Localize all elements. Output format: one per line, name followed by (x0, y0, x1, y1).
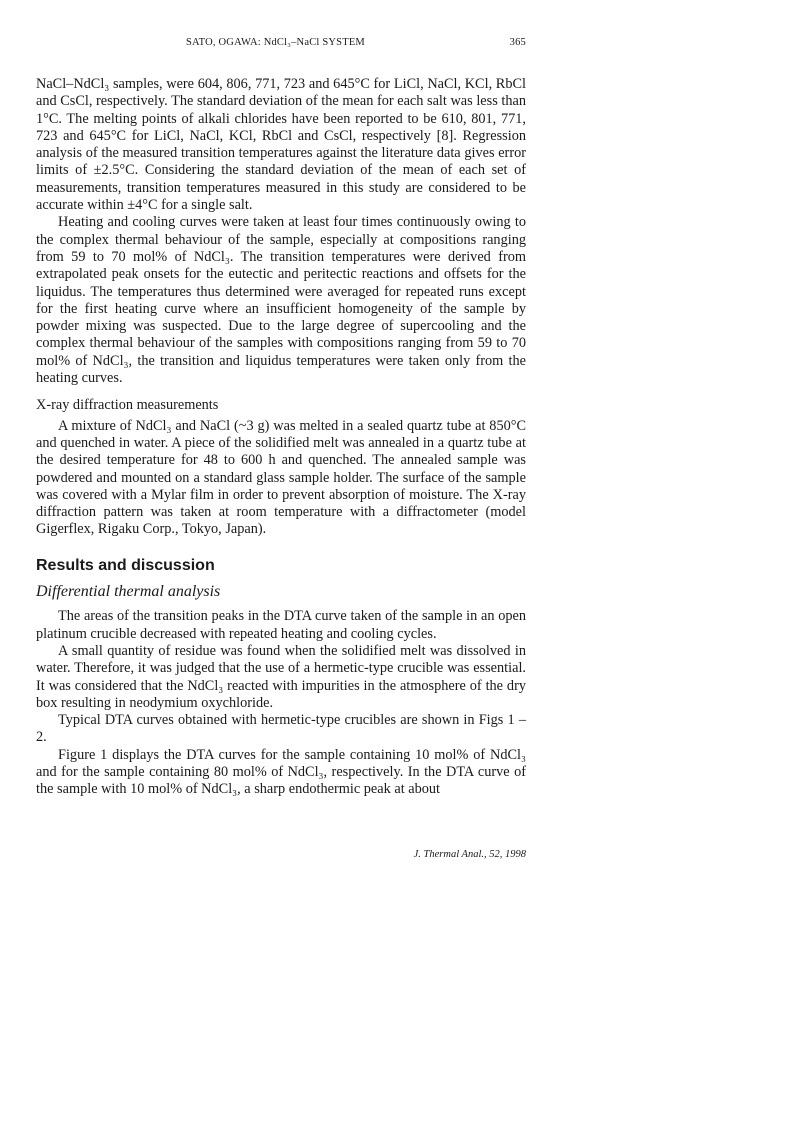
running-title: SATO, OGAWA: NdCl₃–NaCl SYSTEM (186, 37, 365, 48)
page-number: 365 (509, 37, 526, 48)
paragraph-residue: A small quantity of residue was found when the solidified melt was dissolved in water. Therefore, it was judged that the use of a hermetic-type crucible was essential. It was considered that the NdCl₃ reacted with impurities in the atmosphere of the dry box resulting in neodymium oxychloride. (36, 642, 526, 711)
paragraph-calibration: NaCl–NdCl₃ samples, were 604, 806, 771, 723 and 645°C for LiCl, NaCl, KCl, RbCl and CsCl, respectively. The standard deviation of the mean for each salt was less than 1°C. The melting points of alkali chlorides have been reported to be 610, 801, 771, 723 and 645°C for LiCl, NaCl, KCl, RbCl and CsCl, respectively [8]. Regression analysis of the measured transition temperatures against the literature data gives error limits of ±2.5°C. Considering the standard deviation of the mean of each set of measurements, transition temperatures measured in this study are considered to be accurate within ±4°C for a single salt. (36, 76, 526, 214)
paragraph-xray: A mixture of NdCl₃ and NaCl (~3 g) was melted in a sealed quartz tube at 850°C and quenched in water. A piece of the solidified melt was annealed in a quartz tube at the desired temperature for 48 to 600 h and quenched. The annealed sample was powdered and mounted on a standard glass sample holder. The surface of the sample was covered with a Mylar film in order to prevent absorption of moisture. The X-ray diffraction pattern was taken at room temperature with a diffractometer (model Gigerflex, Rigaku Corp., Tokyo, Japan). (36, 417, 526, 538)
paragraph-heating-cooling: Heating and cooling curves were taken at least four times continuously owing to the complex thermal behaviour of the sample, especially at compositions ranging from 59 to 70 mol% of NdCl₃. The transition temperatures were derived from extrapolated peak onsets for the eutectic and peritectic reactions and offsets for the liquidus. The temperatures thus determined were averaged for repeated runs except for the first heating curve where an insufficient homogeneity of the sample by powder mixing was suspected. Due to the large degree of supercooling and the complex thermal behaviour of the samples with compositions ranging from 59 to 70 mol% of NdCl₃, the transition and liquidus temperatures were taken only from the heating curves. (36, 214, 526, 387)
section-heading-results: Results and discussion (36, 556, 215, 574)
paragraph-figure-1: Figure 1 displays the DTA curves for the sample containing 10 mol% of NdCl₃ and for the sample containing 80 mol% of NdCl₃, respectively. In the DTA curve of the sample with 10 mol% of NdCl₃, a sharp endothermic peak at about (36, 746, 526, 798)
body-text (36, 76, 526, 799)
subsection-heading-dta: Differential thermal analysis (36, 583, 221, 601)
paragraph-typical-curves: Typical DTA curves obtained with hermetic-type crucibles are shown in Figs 1 –2. (36, 712, 526, 746)
paragraph-dta-peaks: The areas of the transition peaks in the DTA curve taken of the sample in an open platinum crucible decreased with repeated heating and cooling cycles. (36, 608, 526, 642)
journal-footer: J. Thermal Anal., 52, 1998 (413, 849, 526, 860)
subheading-xray: X-ray diffraction measurements (36, 397, 219, 414)
